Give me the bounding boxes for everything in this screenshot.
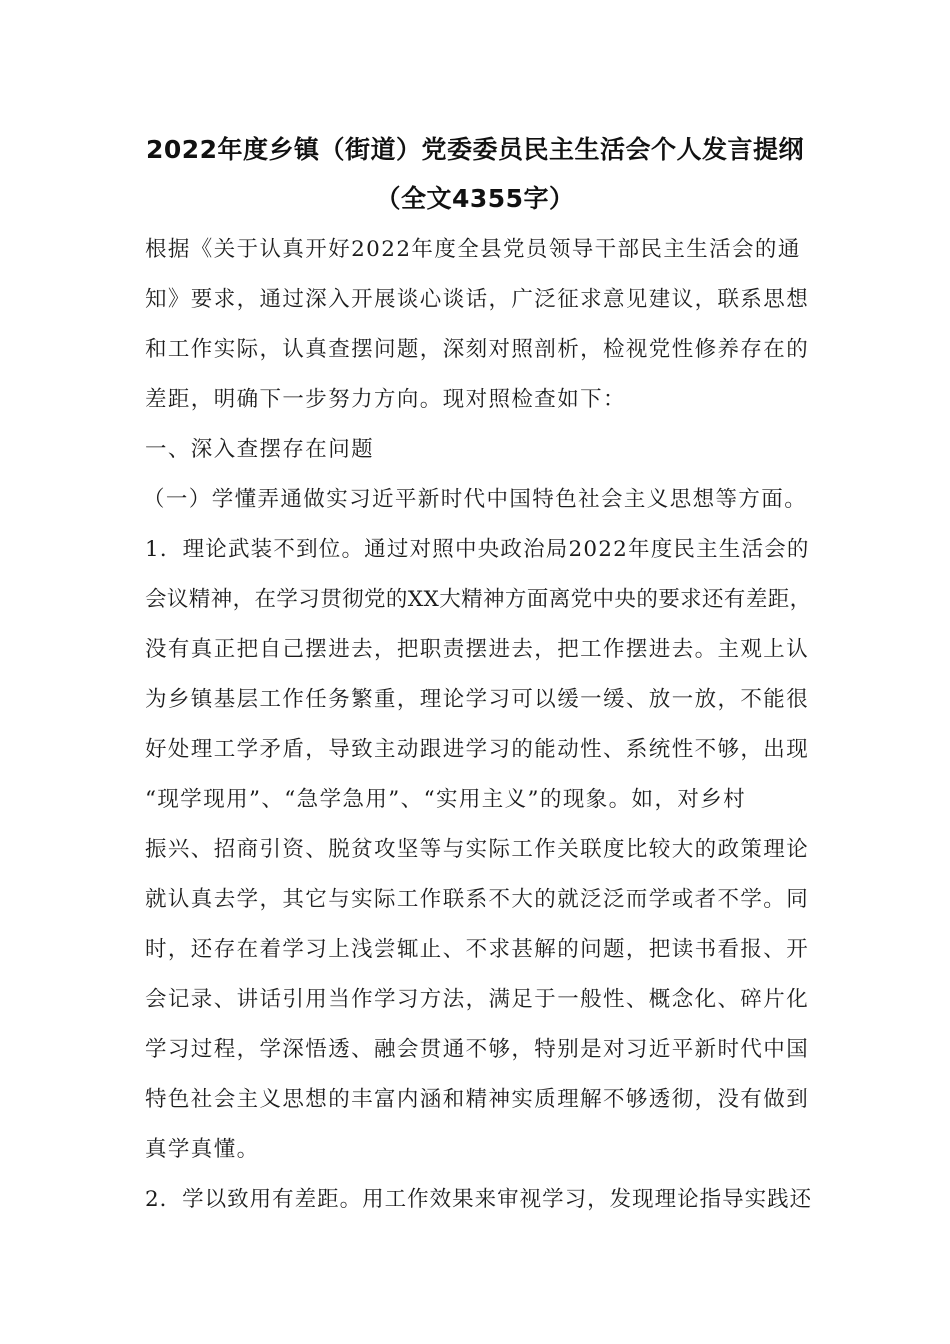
body-line: 1．理论武装不到位。通过对照中央政治局2022年度民主生活会的 — [145, 537, 810, 562]
body-line: 好处理工学矛盾，导致主动跟进学习的能动性、系统性不够，出现 — [145, 737, 810, 762]
body-line: 根据《关于认真开好2022年度全县党员领导干部民主生活会的通 — [145, 237, 801, 262]
body-line: 真学真懂。 — [145, 1137, 260, 1162]
body-line: “现学现用”、“急学急用”、“实用主义”的现象。如，对乡村 — [145, 787, 747, 812]
body-line: 差距，明确下一步努力方向。现对照检查如下： — [145, 387, 626, 412]
body-line: 知》要求，通过深入开展谈心谈话，广泛征求意见建议，联系思想 — [145, 287, 810, 312]
body-line: 时，还存在着学习上浅尝辄止、不求甚解的问题，把读书看报、开 — [145, 937, 810, 962]
body-line: 和工作实际，认真查摆问题，深刻对照剖析，检视党性修养存在的 — [145, 337, 810, 362]
body-line: 学习过程，学深悟透、融会贯通不够，特别是对习近平新时代中国 — [145, 1037, 810, 1062]
document-subtitle: （全文4355字） — [375, 184, 575, 213]
body-line: 会议精神，在学习贯彻党的XX大精神方面离党中央的要求还有差距， — [145, 587, 812, 612]
body-line: 特色社会主义思想的丰富内涵和精神实质理解不够透彻，没有做到 — [145, 1087, 810, 1112]
body-line: 振兴、招商引资、脱贫攻坚等与实际工作关联度比较大的政策理论 — [145, 837, 810, 862]
subsection-heading: （一）学懂弄通做实习近平新时代中国特色社会主义思想等方面。 — [143, 487, 808, 512]
section-heading: 一、深入查摆存在问题 — [145, 437, 375, 462]
document-title: 2022年度乡镇（街道）党委委员民主生活会个人发言提纲 — [145, 135, 805, 164]
body-line: 没有真正把自己摆进去，把职责摆进去，把工作摆进去。主观上认 — [145, 637, 810, 662]
body-line: 为乡镇基层工作任务繁重，理论学习可以缓一缓、放一放，不能很 — [145, 687, 810, 712]
body-line: 就认真去学，其它与实际工作联系不大的就泛泛而学或者不学。同 — [145, 887, 810, 912]
body-line: 2．学以致用有差距。用工作效果来审视学习，发现理论指导实践还 — [145, 1187, 813, 1212]
body-line: 会记录、讲话引用当作学习方法，满足于一般性、概念化、碎片化 — [145, 987, 810, 1012]
